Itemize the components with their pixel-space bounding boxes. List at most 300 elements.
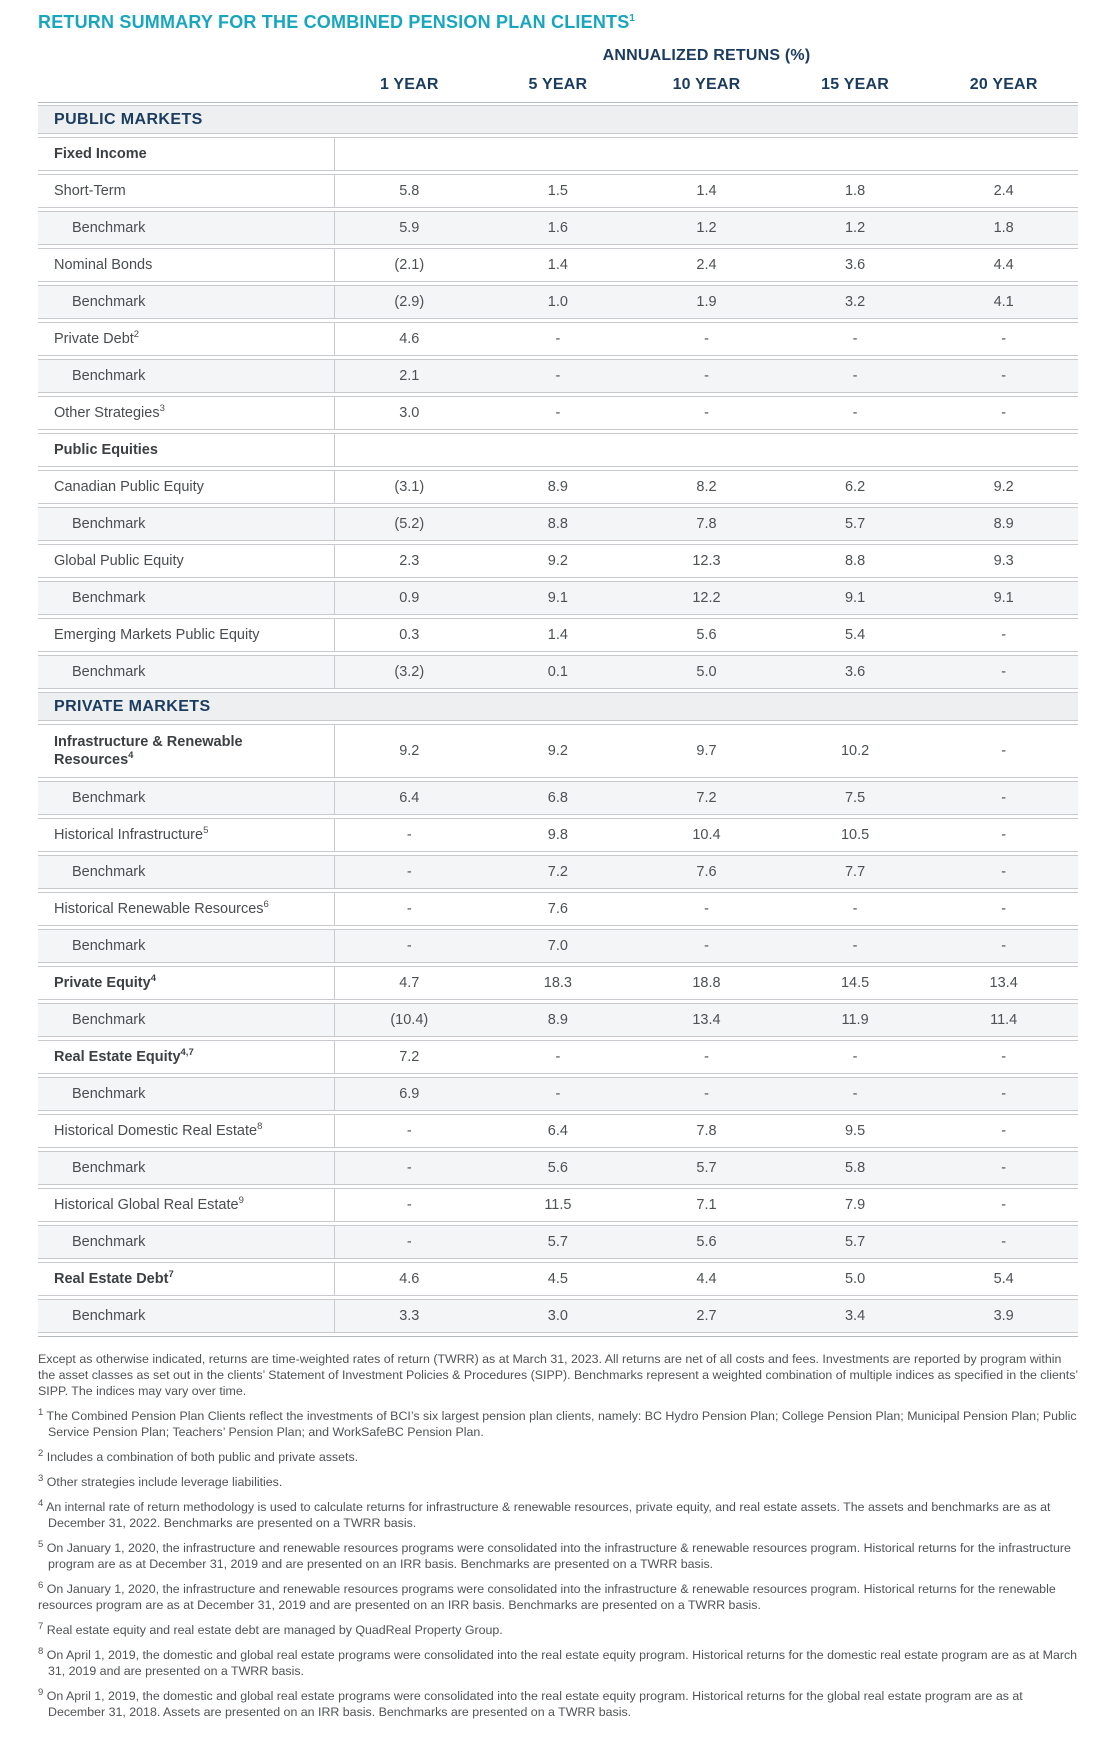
column-header: 5 YEAR — [528, 76, 588, 93]
row-label-text: Benchmark — [72, 937, 146, 954]
footnote — [38, 1449, 1082, 1465]
footnote — [38, 1647, 1082, 1679]
row-value: - — [852, 1049, 858, 1065]
row-value: 4.5 — [547, 1271, 568, 1287]
row-value: 4.4 — [696, 1271, 717, 1287]
row-value: 7.2 — [399, 1049, 420, 1065]
row-label-text: Global Public Equity — [54, 552, 184, 569]
row-label-text: PRIVATE MARKETS — [54, 697, 211, 715]
footnote-text: On January 1, 2020, the infrastructure and renewable resources programs were consolidated into the infrastructure & renewable resources program. Historical returns for the renewable resources program are as at December 31, 2019 and are presented on an IRR basis. Benchmarks are presented on a TWRR basis. — [38, 1582, 1056, 1612]
row-value: 4.1 — [993, 294, 1014, 310]
row-label — [38, 249, 335, 281]
footnote-marker: 5 — [38, 1538, 44, 1550]
annualized-returns-header: ANNUALIZED RETUNS (%) — [602, 47, 811, 64]
row-label — [38, 1189, 335, 1221]
row-value: 4.7 — [399, 975, 420, 991]
footnote — [38, 1622, 1082, 1638]
row-value: - — [852, 901, 858, 917]
row-label — [38, 619, 335, 651]
row-value: 1.8 — [993, 220, 1014, 236]
table-row — [38, 174, 1078, 208]
row-value: 5.0 — [844, 1271, 866, 1287]
table-row — [38, 1225, 1078, 1259]
row-value: 3.2 — [844, 294, 866, 310]
row-value: 10.4 — [692, 827, 721, 843]
row-label-text: Benchmark — [72, 1159, 146, 1176]
footnote-marker: 9 — [38, 1686, 44, 1698]
row-value: 0.9 — [399, 590, 420, 606]
footnote-marker: 1 — [38, 1406, 44, 1418]
table-row — [38, 1299, 1078, 1333]
table-row — [38, 724, 1078, 778]
row-label — [38, 819, 335, 851]
row-value: 9.2 — [399, 743, 420, 759]
row-label-text: Nominal Bonds — [54, 256, 153, 273]
footnotes — [38, 1351, 1082, 1720]
row-value: 11.5 — [544, 1197, 572, 1213]
table-row — [38, 618, 1078, 652]
row-value: - — [406, 864, 412, 880]
row-label — [38, 471, 335, 503]
row-value: 10.2 — [840, 743, 870, 759]
row-value: - — [1001, 1160, 1007, 1176]
row-value: 9.8 — [547, 827, 568, 843]
row-value: 1.2 — [844, 220, 866, 236]
row-footnote-marker: 8 — [257, 1121, 263, 1133]
row-label — [38, 693, 1078, 720]
footnote — [38, 1581, 1082, 1613]
row-value: 9.5 — [844, 1123, 866, 1139]
footnote-marker: 7 — [38, 1620, 44, 1632]
row-value — [632, 138, 781, 170]
page-title: RETURN SUMMARY FOR THE COMBINED PENSION PLAN CLIENTS$^1$ — [38, 12, 636, 32]
row-label — [38, 175, 335, 207]
row-label-text: Benchmark — [72, 1085, 146, 1102]
row-value: 7.7 — [844, 864, 866, 880]
row-value: - — [704, 901, 709, 917]
row-value: 5.8 — [844, 1160, 866, 1176]
row-footnote-marker: 4 — [150, 973, 156, 985]
row-label-text: Historical Infrastructure$^5$ — [54, 825, 209, 843]
row-value: - — [852, 938, 858, 954]
table-row — [38, 248, 1078, 282]
row-value: 2.4 — [696, 257, 717, 273]
row-value: - — [1001, 1197, 1007, 1213]
row-value: 18.8 — [692, 975, 721, 991]
row-label-text: Benchmark — [72, 863, 146, 880]
row-label-text: Short-Term — [54, 182, 126, 199]
row-value: - — [1001, 1234, 1007, 1250]
row-label-text: Benchmark — [72, 293, 146, 310]
row-value: 5.7 — [547, 1234, 568, 1250]
row-value: 3.4 — [844, 1308, 866, 1324]
row-value: (2.1) — [394, 257, 425, 273]
column-header: 10 YEAR — [672, 76, 741, 93]
row-value: - — [1001, 627, 1007, 643]
row-label-text: Private Debt$^2$ — [54, 329, 140, 347]
row-value: - — [1001, 368, 1007, 384]
row-value: 1.5 — [547, 183, 568, 199]
row-value: 4.4 — [993, 257, 1014, 273]
row-value: 7.6 — [696, 864, 717, 880]
row-label-text: Other Strategies$^3$ — [54, 403, 165, 421]
row-value: 2.3 — [399, 553, 420, 569]
row-value: 5.0 — [696, 664, 717, 680]
row-value: - — [406, 1123, 412, 1139]
row-value: 12.3 — [692, 553, 721, 569]
row-value: 9.2 — [547, 553, 568, 569]
row-value: 1.0 — [547, 294, 568, 310]
table-row — [38, 581, 1078, 615]
row-value: - — [406, 1197, 412, 1213]
footnote-text: Includes a combination of both public and private assets. — [46, 1450, 359, 1464]
row-value: 7.6 — [547, 901, 568, 917]
row-label — [38, 856, 335, 888]
row-label — [38, 545, 335, 577]
row-value: 6.4 — [547, 1123, 568, 1139]
row-value: 1.8 — [844, 183, 866, 199]
footnote-text: On April 1, 2019, the domestic and global real estate programs were consolidated into the real estate equity program. Historical returns for the domestic real estate program are as at March 31, 2019 and are presented on a TWRR basis. — [46, 1648, 1078, 1678]
row-value: 5.6 — [696, 1234, 717, 1250]
row-value: - — [1001, 743, 1007, 759]
row-label-text: Fixed Income — [54, 145, 147, 162]
footnote — [38, 1540, 1082, 1572]
footnote-marker: 2 — [38, 1447, 44, 1459]
row-value: 5.4 — [844, 627, 866, 643]
row-label-text: PUBLIC MARKETS — [54, 110, 203, 128]
row-label-text: Benchmark — [72, 789, 146, 806]
row-value: 3.6 — [844, 257, 866, 273]
row-value: 7.8 — [696, 516, 717, 532]
row-value: 7.5 — [844, 790, 866, 806]
row-value: - — [1001, 901, 1007, 917]
row-value — [632, 434, 781, 466]
row-value: 13.4 — [989, 975, 1018, 991]
row-label — [38, 893, 335, 925]
row-value: - — [555, 405, 561, 421]
row-value — [929, 434, 1078, 466]
footnote — [38, 1499, 1082, 1531]
row-label — [38, 582, 335, 614]
row-value: - — [852, 1086, 858, 1102]
row-label-text: Benchmark — [72, 367, 146, 384]
row-value: 8.9 — [547, 1012, 568, 1028]
row-value: - — [555, 331, 561, 347]
row-label — [38, 323, 335, 355]
row-label-text: Benchmark — [72, 1307, 146, 1324]
row-label — [38, 782, 335, 814]
row-value: 1.6 — [547, 220, 568, 236]
row-label — [38, 1300, 335, 1332]
table-row — [38, 359, 1078, 393]
row-label — [38, 1263, 335, 1295]
row-value: - — [852, 331, 858, 347]
row-value: - — [406, 938, 412, 954]
row-value: 11.4 — [990, 1012, 1018, 1028]
row-value: 5.4 — [993, 1271, 1014, 1287]
row-label-text: Benchmark — [72, 1011, 146, 1028]
row-value: 8.2 — [696, 479, 717, 495]
row-value: - — [1001, 331, 1007, 347]
row-value: (3.2) — [394, 664, 425, 680]
row-value: - — [1001, 864, 1007, 880]
row-value: 12.2 — [692, 590, 721, 606]
row-value: 6.9 — [399, 1086, 420, 1102]
row-label-text: Real Estate Debt$^7$ — [54, 1269, 174, 1287]
table-row — [38, 322, 1078, 356]
row-value: 7.9 — [844, 1197, 866, 1213]
row-value: (10.4) — [390, 1012, 429, 1028]
row-value — [484, 434, 633, 466]
row-value: 1.9 — [696, 294, 717, 310]
row-value: 2.4 — [993, 183, 1014, 199]
footnote-marker: 8 — [38, 1645, 44, 1657]
row-value: 6.8 — [547, 790, 568, 806]
row-value: - — [555, 368, 561, 384]
row-label-text: Emerging Markets Public Equity — [54, 626, 260, 643]
row-value: 5.7 — [696, 1160, 717, 1176]
row-value: 9.2 — [547, 743, 568, 759]
row-label-text: Canadian Public Equity — [54, 478, 204, 495]
footnote-marker: 4 — [38, 1497, 44, 1509]
section-row — [38, 105, 1078, 134]
row-label-text: Historical Domestic Real Estate$^8$ — [54, 1121, 263, 1139]
row-value: 5.6 — [696, 627, 717, 643]
table-row — [38, 1040, 1078, 1074]
row-value: - — [1001, 405, 1007, 421]
row-label — [38, 1226, 335, 1258]
table-row — [38, 1114, 1078, 1148]
row-label — [38, 138, 335, 170]
table-row — [38, 781, 1078, 815]
row-label-text: Benchmark — [72, 515, 146, 532]
footnote — [38, 1474, 1082, 1490]
footnote-text: Except as otherwise indicated, returns are time-weighted rates of return (TWRR) as at March 31, 2023. All returns are net of all costs and fees. Investments are reported by program within the asset classes as set out in the clients’ Statement of Investment Policies & Procedures (SIPP). Benchmarks represent a weighted combination of multiple indices as specified in the clients’ SIPP. The indices may vary over time. — [38, 1352, 1078, 1398]
row-value: 5.6 — [547, 1160, 568, 1176]
column-header: 20 YEAR — [969, 76, 1038, 93]
row-value: 1.2 — [696, 220, 717, 236]
row-value: 1.4 — [547, 627, 568, 643]
row-value: 7.8 — [696, 1123, 717, 1139]
row-label — [38, 1041, 335, 1073]
returns-table — [38, 102, 1078, 1337]
row-value: 3.9 — [993, 1308, 1014, 1324]
row-footnote-marker: 2 — [133, 329, 140, 341]
row-value: 3.0 — [399, 405, 420, 421]
row-value: 1.4 — [547, 257, 568, 273]
row-value: 18.3 — [543, 975, 572, 991]
row-value: 9.1 — [993, 590, 1014, 606]
row-value: 9.1 — [547, 590, 568, 606]
row-label — [38, 1078, 335, 1110]
footnote — [38, 1408, 1082, 1440]
footnote-text: On April 1, 2019, the domestic and global real estate programs were consolidated into the real estate equity program. Historical returns for the global real estate program are as at December 31, 2018. Assets are presented on an IRR basis. Benchmarks are presented on a TWRR basis. — [46, 1689, 1023, 1719]
row-label — [38, 1115, 335, 1147]
row-value: - — [704, 331, 709, 347]
row-value: - — [555, 1086, 561, 1102]
table-row — [38, 470, 1078, 504]
row-label-text: Historical Global Real Estate$^9$ — [54, 1195, 244, 1213]
row-value: - — [406, 901, 412, 917]
row-label — [38, 286, 335, 318]
row-value: 3.6 — [844, 664, 866, 680]
row-value: 7.1 — [696, 1197, 717, 1213]
row-value: 2.1 — [399, 368, 420, 384]
row-value: (5.2) — [394, 516, 425, 532]
row-value: (3.1) — [394, 479, 425, 495]
table-row — [38, 929, 1078, 963]
row-label — [38, 508, 335, 540]
row-label-text: Benchmark — [72, 663, 146, 680]
table-row — [38, 1077, 1078, 1111]
footnote — [38, 1688, 1082, 1720]
row-value: 3.3 — [399, 1308, 420, 1324]
row-label-text: Infrastructure & Renewable Resources$^4$ — [54, 733, 243, 768]
row-value: 9.1 — [844, 590, 866, 606]
row-value: - — [406, 827, 412, 843]
row-value: - — [1001, 827, 1007, 843]
row-label — [38, 967, 335, 999]
row-value: - — [1001, 1049, 1007, 1065]
row-label — [38, 656, 335, 688]
row-footnote-marker: 5 — [203, 825, 209, 837]
table-row — [38, 1188, 1078, 1222]
row-value: (2.9) — [394, 294, 425, 310]
row-label-text: Benchmark — [72, 219, 146, 236]
row-footnote-marker: 7 — [168, 1269, 174, 1281]
table-row — [38, 544, 1078, 578]
row-value — [484, 138, 633, 170]
row-label-text: Public Equities — [54, 441, 158, 458]
row-label — [38, 106, 1078, 133]
table-row — [38, 507, 1078, 541]
row-value: 7.2 — [696, 790, 717, 806]
row-value: 9.3 — [993, 553, 1014, 569]
row-value: - — [1001, 1086, 1007, 1102]
row-value: 9.7 — [696, 743, 717, 759]
row-value: 8.8 — [547, 516, 568, 532]
table-row — [38, 285, 1078, 319]
row-value: 13.4 — [692, 1012, 721, 1028]
row-footnote-marker: 4 — [128, 750, 134, 762]
table-row — [38, 818, 1078, 852]
row-value: 5.7 — [844, 516, 866, 532]
row-value: 7.2 — [547, 864, 568, 880]
row-footnote-marker: 4,7 — [180, 1047, 194, 1059]
footnote-text: An internal rate of return methodology is used to calculate returns for infrastructure & renewable resources, private equity, and real estate assets. The assets and benchmarks are as at December 31, 2022. Benchmarks are presented on a TWRR basis. — [46, 1500, 1051, 1530]
row-label-text: Benchmark — [72, 589, 146, 606]
footnote-marker: 3 — [38, 1472, 44, 1484]
title-footnote-marker: 1 — [629, 13, 636, 24]
row-label — [38, 1004, 335, 1036]
row-value: 1.4 — [696, 183, 717, 199]
column-header: 15 YEAR — [821, 76, 889, 93]
table-row — [38, 396, 1078, 430]
row-footnote-marker: 6 — [263, 899, 269, 911]
column-header-spacer — [38, 76, 335, 94]
table-row — [38, 655, 1078, 689]
footnote-text: Other strategies include leverage liabilities. — [46, 1475, 283, 1489]
row-value — [335, 434, 484, 466]
table-row — [38, 1151, 1078, 1185]
row-value: 6.4 — [399, 790, 420, 806]
row-label — [38, 212, 335, 244]
row-value: 5.7 — [844, 1234, 866, 1250]
row-value: - — [704, 368, 709, 384]
row-value: 14.5 — [840, 975, 870, 991]
row-value: 2.7 — [696, 1308, 717, 1324]
row-value: - — [555, 1049, 561, 1065]
footnote-text: The Combined Pension Plan Clients reflect the investments of BCI’s six largest pension plan clients, namely: BC Hydro Pension Plan; College Pension Plan; Municipal Pension Plan; Public Service Pension Plan; Teachers’ Pension Plan; and WorkSafeBC Pension Plan. — [46, 1409, 1077, 1439]
row-value: - — [852, 368, 858, 384]
row-value: - — [704, 1086, 709, 1102]
footnote-text: Real estate equity and real estate debt are managed by QuadReal Property Group. — [46, 1623, 503, 1637]
row-value: 8.9 — [547, 479, 568, 495]
row-value: - — [704, 938, 709, 954]
row-label-text: Private Equity$^4$ — [54, 973, 156, 991]
row-value: 6.2 — [844, 479, 866, 495]
table-row — [38, 1262, 1078, 1296]
footnote — [38, 1351, 1082, 1399]
row-value: 8.9 — [993, 516, 1014, 532]
row-value: - — [704, 405, 709, 421]
row-value: 5.9 — [399, 220, 420, 236]
row-value — [335, 138, 484, 170]
row-value: 0.1 — [547, 664, 568, 680]
row-value: - — [406, 1234, 412, 1250]
table-row — [38, 966, 1078, 1000]
row-value — [781, 138, 930, 170]
row-footnote-marker: 3 — [159, 403, 165, 415]
footnote-text: On January 1, 2020, the infrastructure and renewable resources programs were consolidated into the infrastructure & renewable resources program. Historical returns for the infrastructure program are as at December 31, 2019 and are presented on an IRR basis. Benchmarks are presented on a TWRR basis. — [46, 1541, 1071, 1571]
row-label-text: Historical Renewable Resources$^6$ — [54, 899, 269, 917]
row-value: 7.0 — [547, 938, 568, 954]
table-row — [38, 855, 1078, 889]
row-value: 8.8 — [844, 553, 866, 569]
row-value: 5.8 — [399, 183, 420, 199]
row-value: - — [406, 1160, 412, 1176]
row-label-text: Real Estate Equity$^{4,7}$ — [54, 1047, 194, 1065]
table-row — [38, 137, 1078, 171]
table-row — [38, 211, 1078, 245]
row-value: - — [1001, 1123, 1007, 1139]
table-row — [38, 433, 1078, 467]
section-row — [38, 692, 1078, 721]
row-value: - — [1001, 938, 1007, 954]
column-header-row — [38, 76, 1078, 94]
row-value: 4.6 — [399, 1271, 420, 1287]
table-row — [38, 892, 1078, 926]
row-value: 0.3 — [399, 627, 420, 643]
table-row — [38, 1003, 1078, 1037]
row-value: - — [704, 1049, 709, 1065]
row-value: 3.0 — [547, 1308, 568, 1324]
row-value: - — [1001, 790, 1007, 806]
row-label-text: Benchmark — [72, 1233, 146, 1250]
row-value: - — [1001, 664, 1007, 680]
row-value — [781, 434, 930, 466]
footnote-marker: 6 — [38, 1579, 44, 1591]
row-label — [38, 725, 335, 777]
row-value: 10.5 — [840, 827, 870, 843]
row-value: 4.6 — [399, 331, 420, 347]
column-header: 1 YEAR — [379, 76, 439, 93]
row-footnote-marker: 9 — [238, 1195, 244, 1207]
row-value — [929, 138, 1078, 170]
row-value: 9.2 — [993, 479, 1014, 495]
row-label — [38, 434, 335, 466]
row-value: 11.9 — [841, 1012, 869, 1028]
